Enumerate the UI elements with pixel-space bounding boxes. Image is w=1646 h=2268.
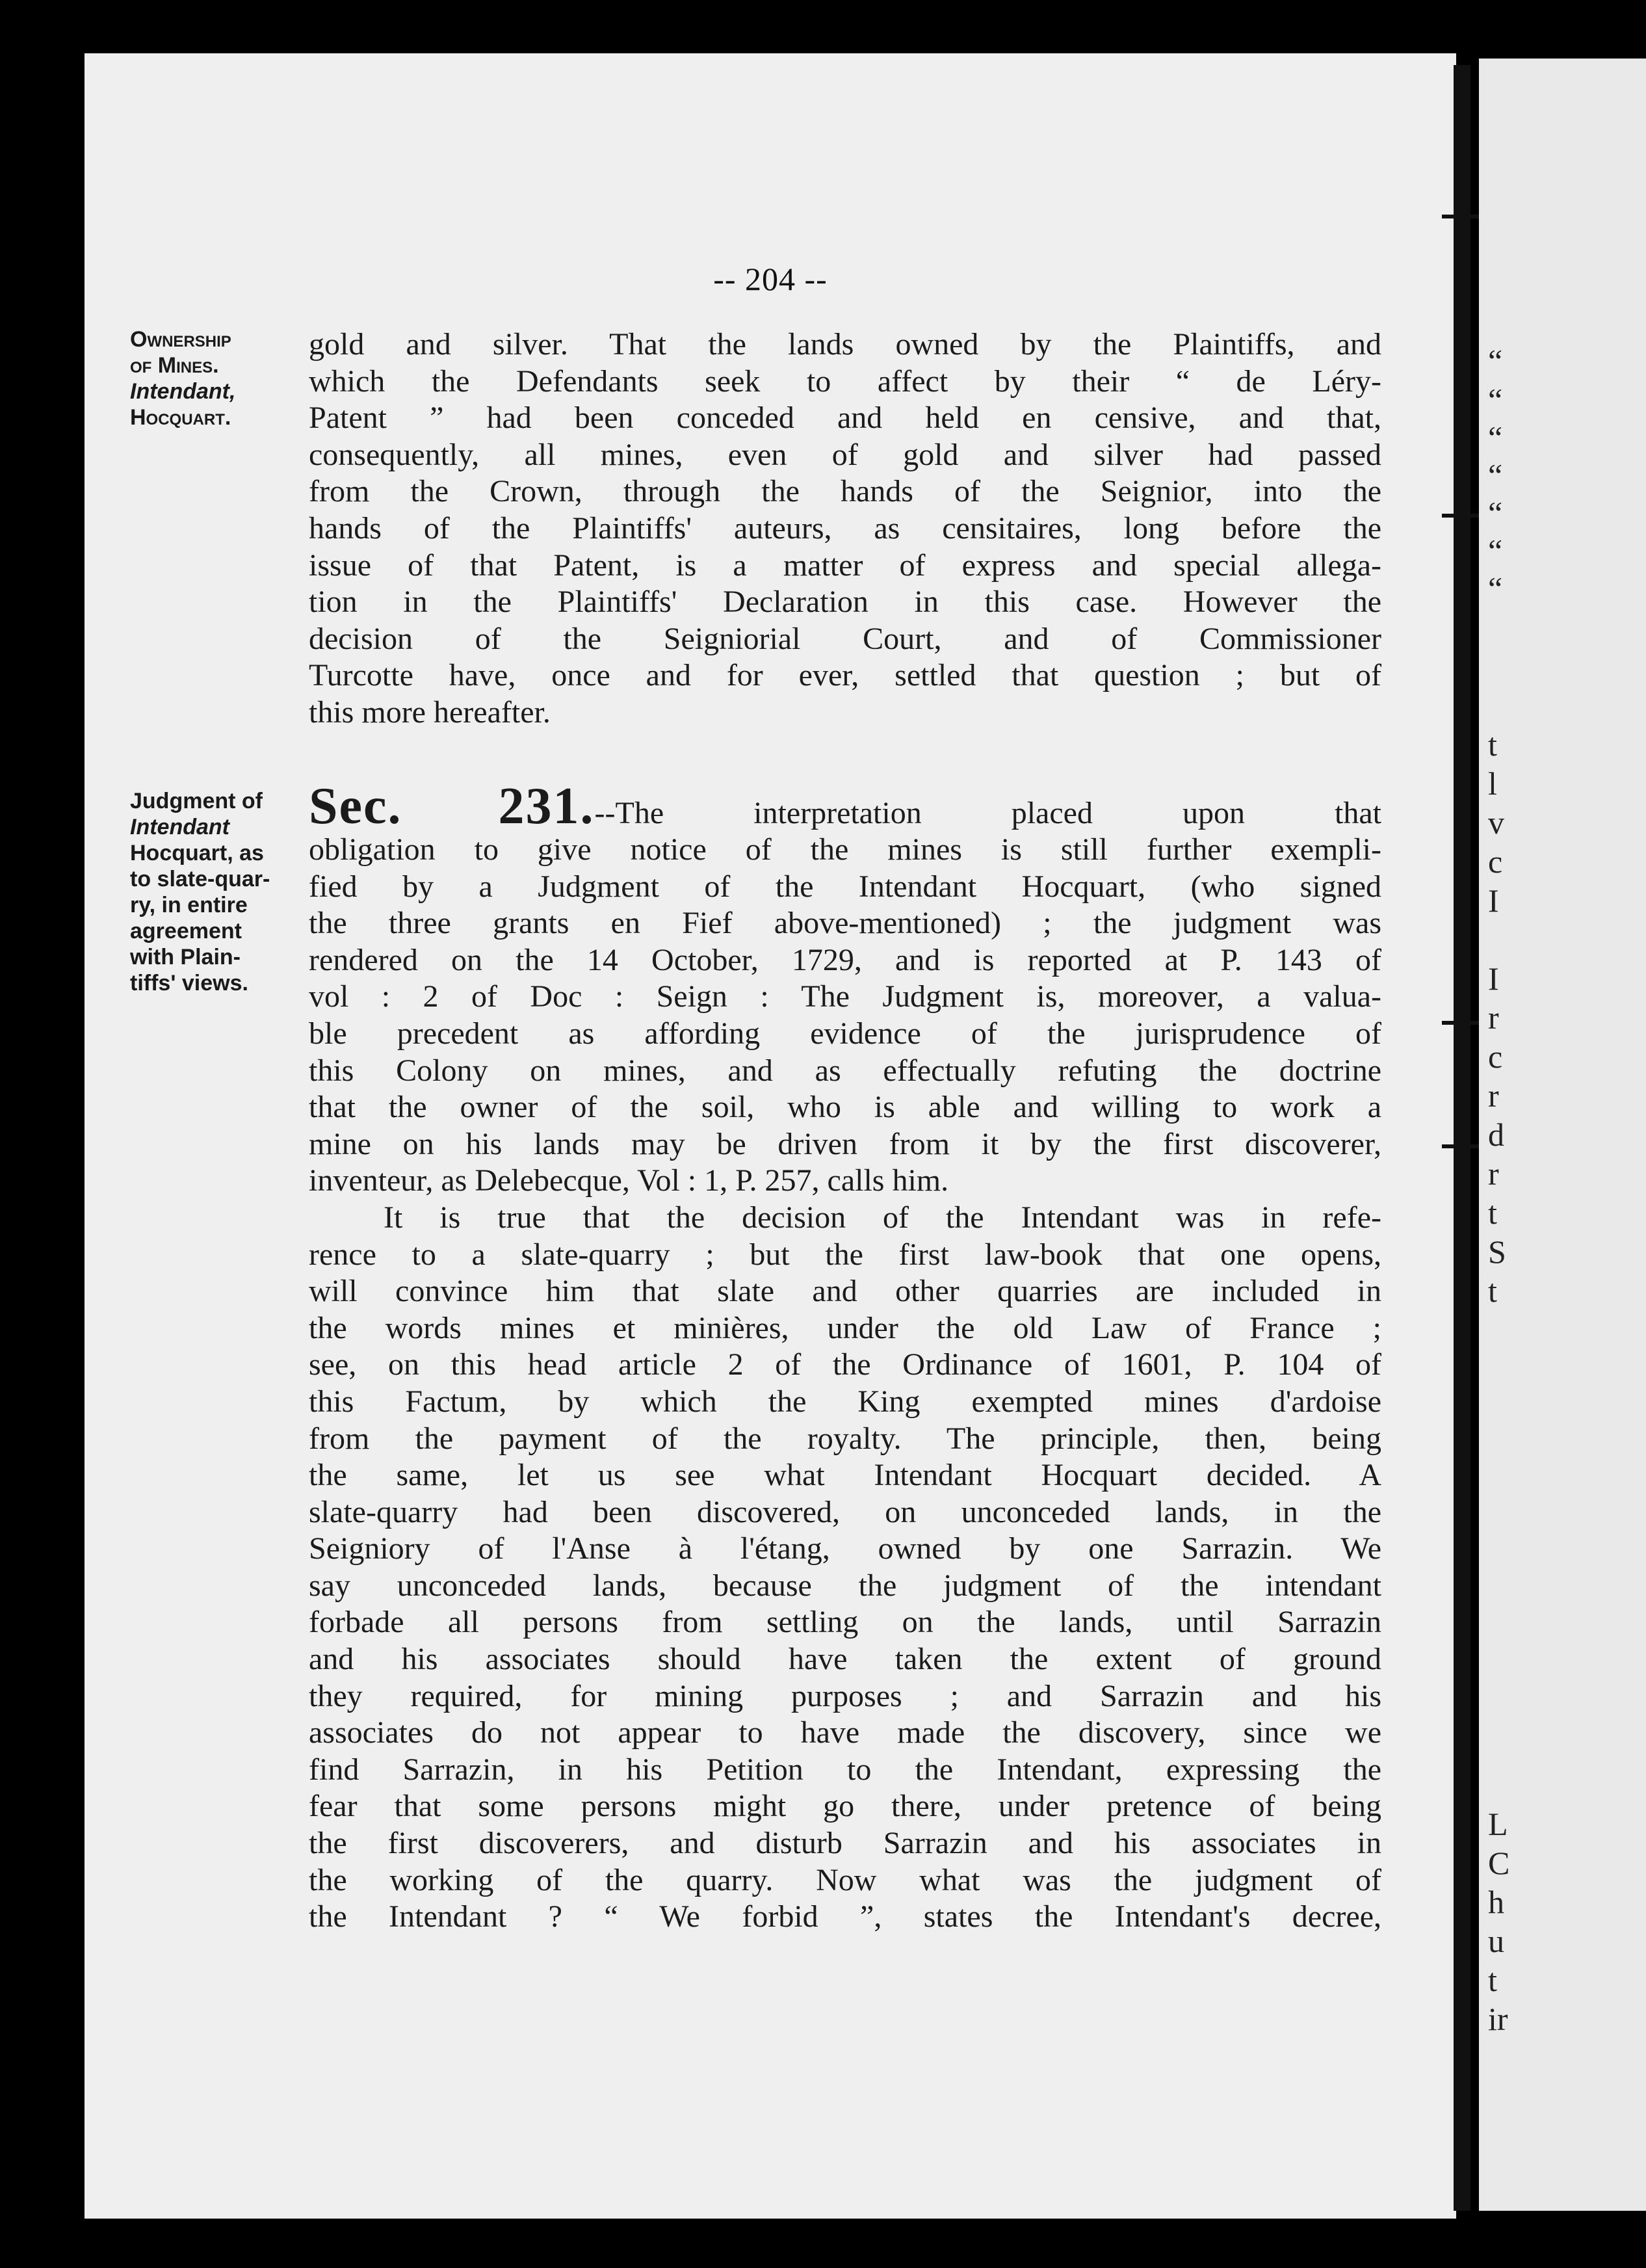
- binding-stitch: [1442, 1021, 1482, 1025]
- edge-fragment: t: [1488, 726, 1497, 763]
- text-line: the words mines et minières, under the old Law of France ;: [309, 1310, 1381, 1345]
- edge-fragment: “: [1488, 533, 1503, 569]
- text-line: will convince him that slate and other quarries are included in: [309, 1274, 1381, 1309]
- edge-fragment: c: [1488, 1038, 1503, 1075]
- text-line: the three grants en Fief above-mentioned) ; the judgment was: [309, 906, 1381, 941]
- text-line: the first discoverers, and disturb Sarrazin and his associates in: [309, 1826, 1381, 1861]
- binding-stitch: [1442, 1144, 1482, 1148]
- edge-fragment: t: [1488, 1962, 1497, 1998]
- text-line: the Intendant ? “ We forbid ”, states the Intendant's decree,: [309, 1899, 1381, 1934]
- edge-fragment: u: [1488, 1923, 1504, 1959]
- book-binding-gutter: [1454, 65, 1470, 2211]
- edge-fragment: “: [1488, 419, 1503, 456]
- edge-fragment: I: [1488, 882, 1499, 919]
- text-line: this Factum, by which the King exempted mines d'ardoise: [309, 1384, 1381, 1419]
- text-line: vol : 2 of Doc : Seign : The Judgment is, moreover, a valua-: [309, 979, 1381, 1014]
- edge-fragment: d: [1488, 1116, 1504, 1153]
- text-line: say unconceded lands, because the judgment of the intendant: [309, 1568, 1381, 1603]
- text-line: mine on his lands may be driven from it by the first discoverer,: [309, 1126, 1381, 1161]
- document-page: [85, 53, 1456, 2219]
- text-line: Turcotte have, once and for ever, settled that question ; but of: [309, 658, 1381, 693]
- text-line: from the payment of the royalty. The principle, then, being: [309, 1421, 1381, 1456]
- text-line: see, on this head article 2 of the Ordinance of 1601, P. 104 of: [309, 1347, 1381, 1382]
- text-line: that the owner of the soil, who is able and willing to work a: [309, 1090, 1381, 1125]
- margin-note-line: ry, in entire: [130, 893, 248, 917]
- margin-note-line: Ownership: [130, 327, 231, 352]
- section-first-line: [309, 778, 1381, 835]
- edge-fragment: “: [1488, 343, 1503, 379]
- text-line: this Colony on mines, and as effectually refuting the doctrine: [309, 1053, 1381, 1088]
- section-231: [309, 778, 1381, 1936]
- margin-note-line: tiffs' views.: [130, 971, 248, 996]
- margin-note-line: agreement: [130, 919, 242, 943]
- edge-fragment: h: [1488, 1884, 1504, 1920]
- edge-fragment: r: [1488, 1077, 1499, 1114]
- edge-fragment: L: [1488, 1806, 1508, 1842]
- edge-fragment: t: [1488, 1194, 1497, 1231]
- text-line: hands of the Plaintiffs' auteurs, as censitaires, long before the: [309, 510, 1381, 546]
- edge-fragment: I: [1488, 960, 1499, 997]
- edge-fragment: t: [1488, 1272, 1497, 1309]
- text-line: associates do not appear to have made the discovery, since we: [309, 1715, 1381, 1750]
- paragraph-continuation: [309, 326, 1381, 732]
- text-line: from the Crown, through the hands of the Seignior, into the: [309, 474, 1381, 509]
- text-line: fied by a Judgment of the Intendant Hocquart, (who signed: [309, 869, 1381, 904]
- edge-fragment: c: [1488, 843, 1503, 880]
- text-line: obligation to give notice of the mines is still further exempli-: [309, 832, 1381, 867]
- text-line: issue of that Patent, is a matter of express and special allega-: [309, 547, 1381, 583]
- edge-fragment: l: [1488, 765, 1497, 802]
- text-line: Patent ” had been conceded and held en censive, and that,: [309, 401, 1381, 436]
- margin-note-line: Intendant: [130, 815, 229, 839]
- text-line: find Sarrazin, in his Petition to the Intendant, expressing the: [309, 1752, 1381, 1787]
- text-line: forbade all persons from settling on the lands, until Sarrazin: [309, 1605, 1381, 1640]
- edge-fragment: v: [1488, 804, 1504, 841]
- edge-fragment: “: [1488, 570, 1503, 607]
- edge-fragment: r: [1488, 1155, 1499, 1192]
- margin-note-line: Intendant,: [130, 379, 236, 404]
- margin-note-judgment: [130, 788, 273, 996]
- text-line: the same, let us see what Intendant Hocquart decided. A: [309, 1458, 1381, 1493]
- margin-note-ownership-of-mines: [130, 326, 273, 430]
- edge-fragment: “: [1488, 382, 1503, 418]
- margin-note-line: Hocquart, as: [130, 841, 264, 865]
- text-line: ble precedent as affording evidence of the jurisprudence of: [309, 1016, 1381, 1051]
- edge-fragment: “: [1488, 495, 1503, 531]
- edge-fragment: C: [1488, 1845, 1510, 1881]
- text-line: tion in the Plaintiffs' Declaration in this case. However the: [309, 585, 1381, 620]
- text-line: they required, for mining purposes ; and Sarrazin and his: [309, 1678, 1381, 1713]
- page-number: -- 204 --: [713, 261, 828, 297]
- binding-stitch: [1442, 215, 1482, 218]
- margin-note-line: with Plain-: [130, 945, 241, 969]
- text-line: Seigniory of l'Anse à l'étang, owned by one Sarrazin. We: [309, 1531, 1381, 1566]
- margin-note-line: Hocquart.: [130, 405, 231, 430]
- text-line: rendered on the 14 October, 1729, and is reported at P. 143 of: [309, 942, 1381, 977]
- text-line: gold and silver. That the lands owned by the Plaintiffs, and: [309, 327, 1381, 362]
- text-line: the working of the quarry. Now what was the judgment of: [309, 1862, 1381, 1897]
- margin-note-line: of Mines.: [130, 353, 219, 378]
- text-line: consequently, all mines, even of gold and silver had passed: [309, 437, 1381, 472]
- text-line: slate-quarry had been discovered, on unconceded lands, in the: [309, 1494, 1381, 1529]
- edge-fragment: S: [1488, 1233, 1506, 1270]
- text-line: and his associates should have taken the extent of ground: [309, 1642, 1381, 1677]
- section-heading: Sec. 231.: [309, 778, 595, 835]
- text-line: decision of the Seigniorial Court, and of Commissioner: [309, 621, 1381, 656]
- text-line: It is true that the decision of the Intendant was in refe-: [384, 1200, 1381, 1235]
- edge-fragment: “: [1488, 457, 1503, 494]
- text-line: rence to a slate-quarry ; but the first law-book that one opens,: [309, 1237, 1381, 1272]
- binding-stitch: [1442, 514, 1482, 518]
- edge-fragment: ir: [1488, 2001, 1508, 2037]
- edge-fragment: r: [1488, 999, 1499, 1036]
- margin-note-line: to slate-quar-: [130, 867, 270, 891]
- section-dash: --: [594, 796, 616, 830]
- text-line: The interpretation placed upon that: [615, 796, 1381, 830]
- margin-note-line: Judgment of: [130, 789, 263, 813]
- text-line: inventeur, as Delebecque, Vol : 1, P. 257, calls him.: [309, 1163, 949, 1198]
- text-line: this more hereafter.: [309, 694, 551, 730]
- text-line: which the Defendants seek to affect by their “ de Léry-: [309, 363, 1381, 399]
- facing-page-edge: [1479, 59, 1646, 2211]
- text-line: fear that some persons might go there, under pretence of being: [309, 1789, 1381, 1824]
